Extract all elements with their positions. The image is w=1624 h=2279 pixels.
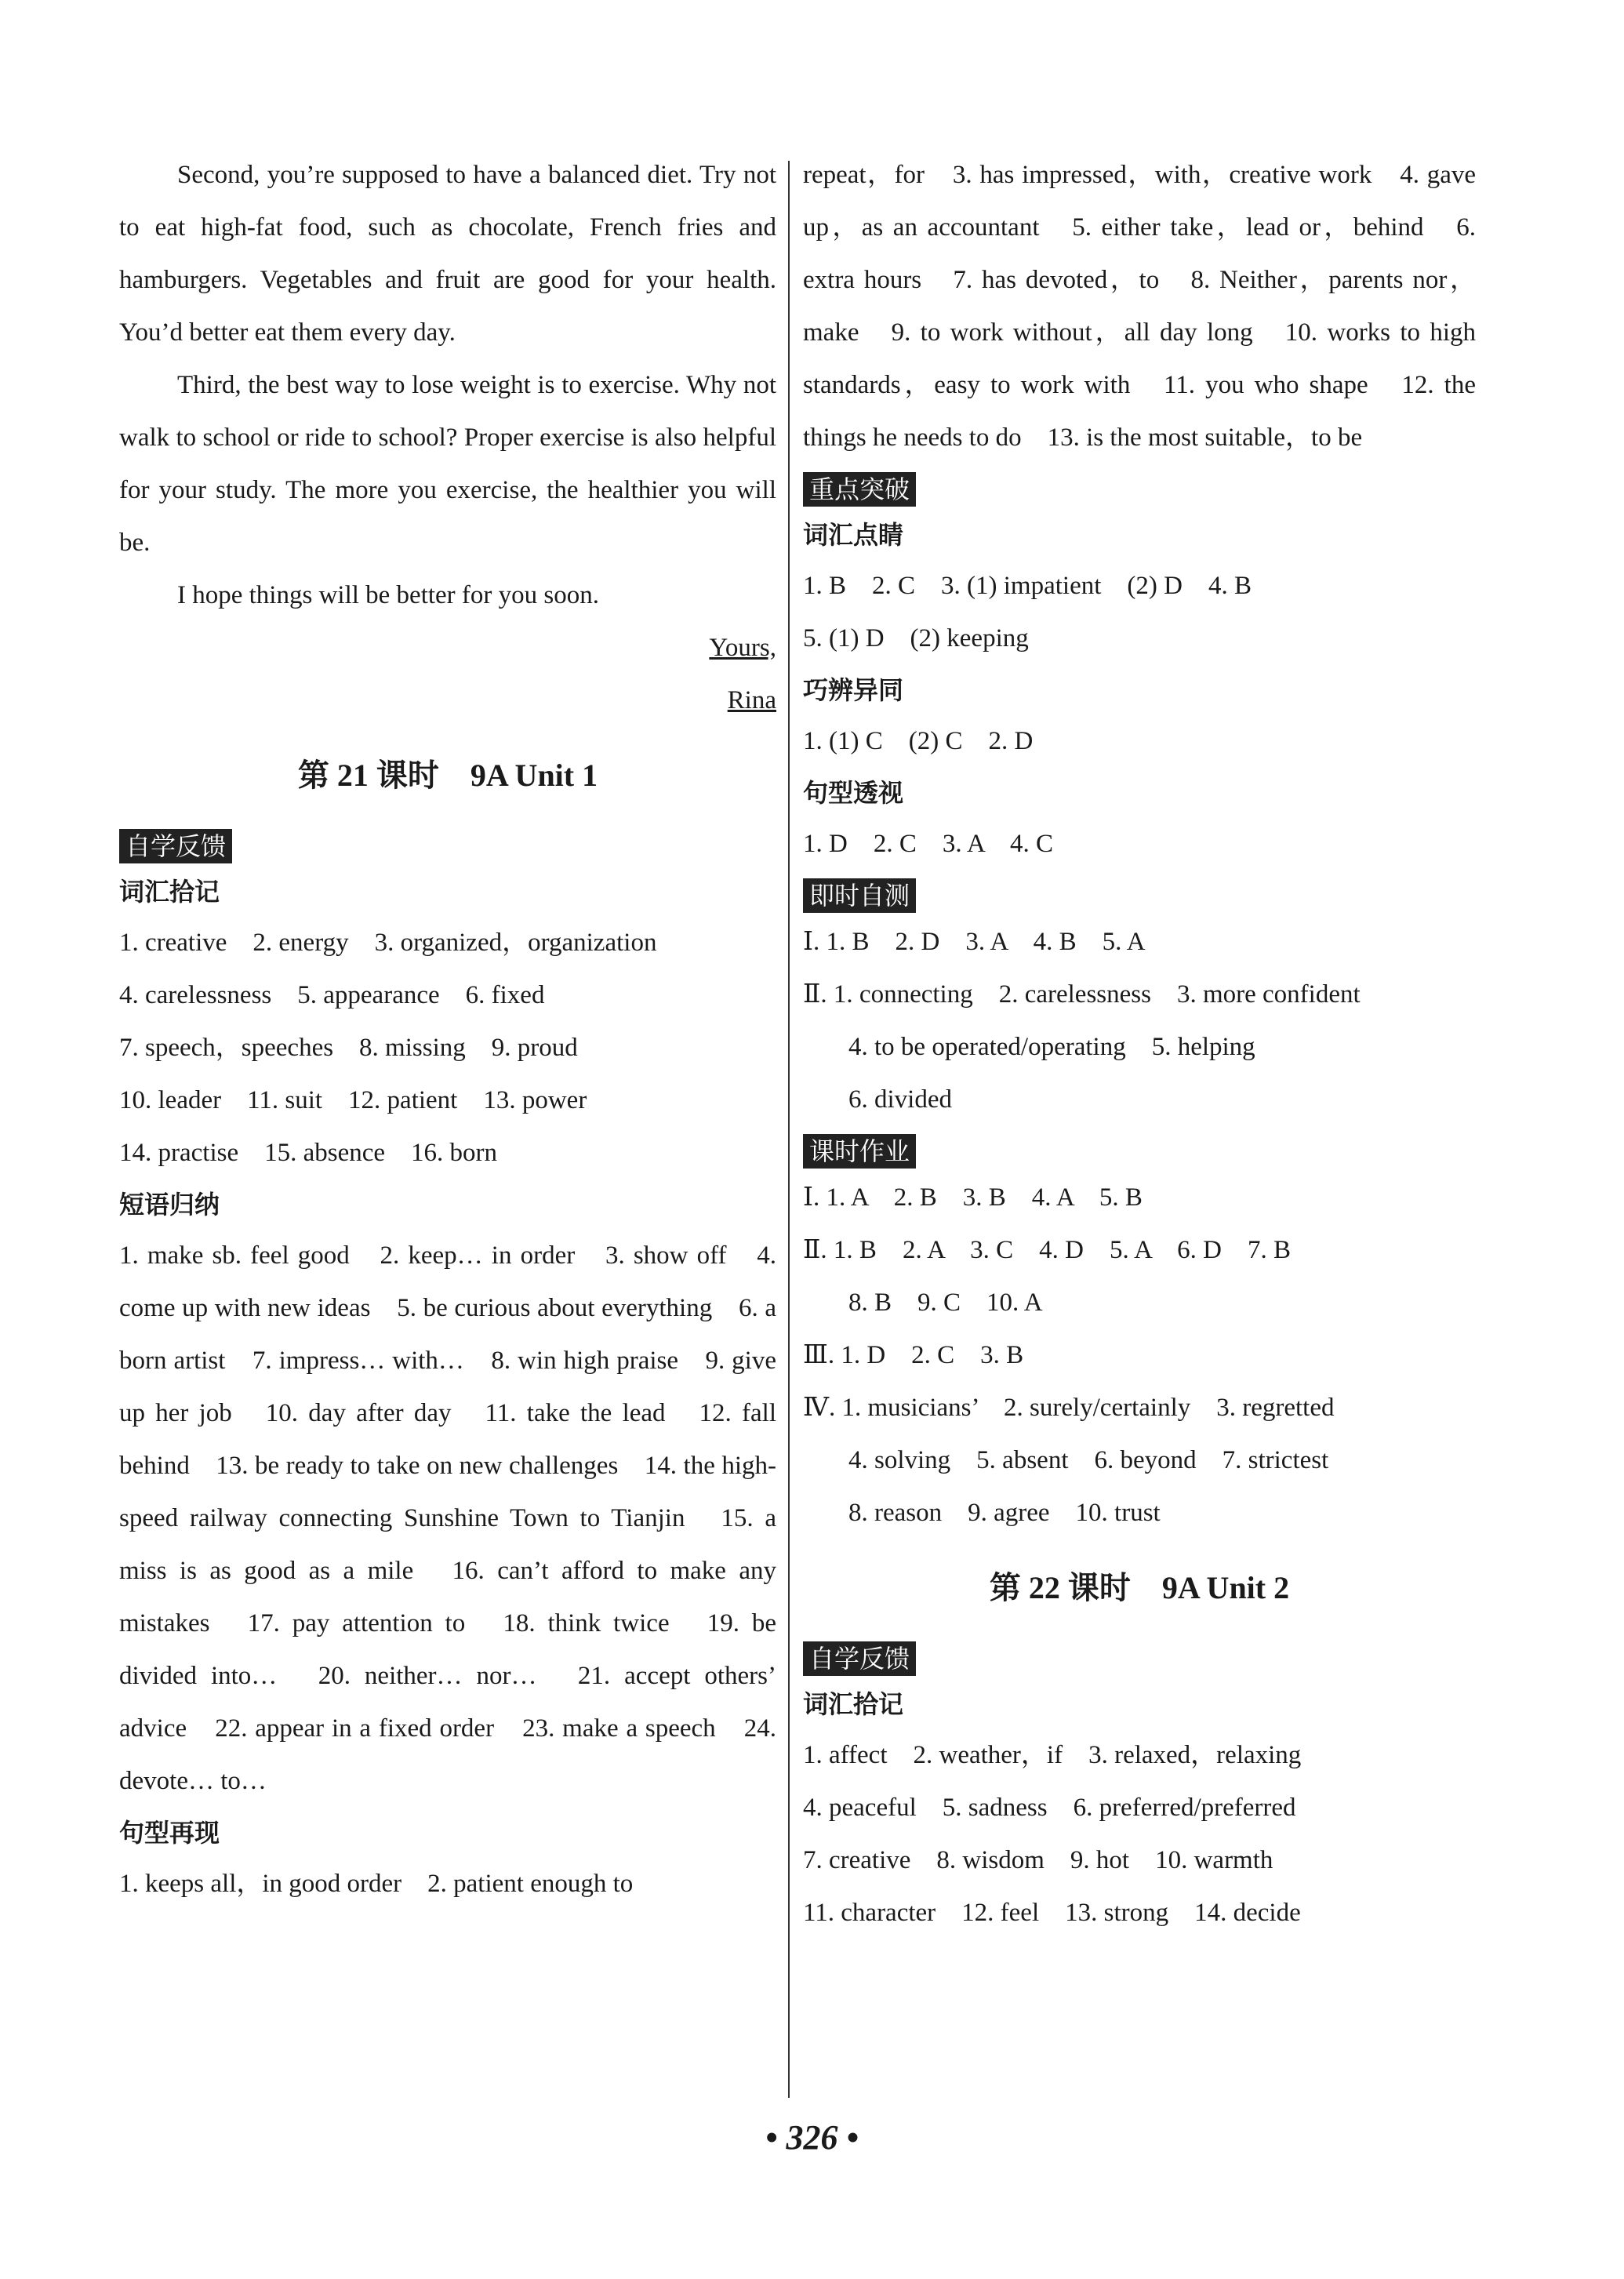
lesson21-homework-line: 8. reason 9. agree 10. trust: [848, 1499, 1161, 1527]
lesson22-title: 第 22 课时 9A Unit 2: [989, 1570, 1290, 1605]
left-column: [119, 149, 776, 1910]
lesson21-homework-badge: 课时作业: [803, 1134, 916, 1169]
lesson21-homework-line: Ⅲ. 1. D 2. C 3. B: [803, 1341, 1024, 1369]
lesson21-vocab-point-line: 5. (1) D (2) keeping: [803, 624, 1029, 652]
lesson21-pattern-text-left: 1. keeps all，in good order 2. patient enough to: [119, 1870, 634, 1898]
column-divider: [788, 161, 790, 2098]
lesson21-homework-line: 8. B 9. C 10. A: [848, 1289, 1043, 1317]
lesson22-vocab-line: 7. creative 8. wisdom 9. hot 10. warmth: [803, 1846, 1273, 1874]
letter-paragraph-hope: I hope things will be better for you soon.: [177, 581, 599, 609]
lesson22-self-feedback-badge: 自学反馈: [803, 1641, 916, 1676]
lesson21-vocab-heading: 词汇拾记: [119, 877, 220, 907]
lesson21-self-feedback-badge: 自学反馈: [119, 829, 232, 863]
lesson21-quiz-line: Ⅰ. 1. B 2. D 3. A 4. B 5. A: [803, 928, 1146, 956]
lesson21-title: 第 21 课时 9A Unit 1: [297, 758, 598, 793]
letter-closing-text: Yours,: [709, 634, 776, 662]
lesson22-vocab-line: 4. peaceful 5. sadness 6. preferred/preferred: [803, 1794, 1296, 1822]
lesson21-quiz-line: 4. to be operated/operating 5. helping: [848, 1033, 1255, 1061]
lesson21-quiz-badge: 即时自测: [803, 878, 916, 913]
lesson21-homework-line: Ⅱ. 1. B 2. A 3. C 4. D 5. A 6. D 7. B: [803, 1236, 1292, 1264]
lesson21-quiz-line: 6. divided: [848, 1085, 952, 1114]
letter-closing: [119, 622, 776, 674]
page-number: • 326 •: [765, 2118, 859, 2157]
lesson21-distinguish-line: 1. (1) C (2) C 2. D: [803, 727, 1034, 755]
lesson21-phrase-text: 1. make sb. feel good 2. keep… in order 3. show off 4. come up with new ideas 5. be curious about everything 6. a born artist 7. impress… with… 8. win high praise 9. give up her job 10. day after day 11. take the lead 12. fall behind 13. be ready to take on new challenges 14. the high-speed railway connecting Sunshine Town to Tianjin 15. a miss is as good as a mile 16. can’t afford to make any mistakes 17. pay attention to 18. think twice 19. be divided into… 20. neither… nor… 21. accept others’ advice 22. appear in a fixed order 23. make a speech 24. devote… to…: [119, 1241, 776, 1795]
lesson21-phrase-heading: 短语归纳: [119, 1190, 220, 1219]
lesson21-key-badge: 重点突破: [803, 472, 916, 507]
lesson22-vocab-line: 11. character 12. feel 13. strong 14. decide: [803, 1899, 1301, 1927]
lesson22-vocab-line: 1. affect 2. weather，if 3. relaxed，relaxing: [803, 1741, 1302, 1769]
letter-signature: [119, 674, 776, 727]
right-column: [803, 149, 1476, 1939]
letter-signature-text: Rina: [727, 686, 776, 714]
lesson21-pattern-text-right: repeat，for 3. has impressed，with，creative work 4. gave up，as an accountant 5. either take，lead or，behind 6. extra hours 7. has devoted，to 8. Neither，parents nor，make 9. to work without，all day long 10. works to high standards，easy to work with 11. you who shape 12. the things he needs to do 13. is the most suitable，to be: [803, 161, 1476, 452]
lesson21-sentence-line: 1. D 2. C 3. A 4. C: [803, 830, 1054, 858]
lesson21-vocab-point-line: 1. B 2. C 3. (1) impatient (2) D 4. B: [803, 572, 1252, 600]
letter-paragraph-second: Second, you’re supposed to have a balanced diet. Try not to eat high-fat food, such as chocolate, French fries and hamburgers. Vegetables and fruit are good for your health. You’d better eat them every day.: [119, 161, 776, 347]
lesson21-vocab-line: 14. practise 15. absence 16. born: [119, 1139, 498, 1167]
lesson22-vocab-heading: 词汇拾记: [803, 1689, 904, 1719]
lesson21-quiz-line: Ⅱ. 1. connecting 2. carelessness 3. more confident: [803, 980, 1361, 1009]
lesson21-homework-line: Ⅳ. 1. musicians’ 2. surely/certainly 3. regretted: [803, 1394, 1335, 1422]
letter-paragraph-third: Third, the best way to lose weight is to exercise. Why not walk to school or ride to school? Proper exercise is also helpful for your study. The more you exercise, the healthier you will be.: [119, 371, 776, 557]
lesson21-vocab-point-heading: 词汇点睛: [803, 520, 904, 550]
lesson21-pattern-heading: 句型再现: [119, 1818, 220, 1848]
lesson21-sentence-heading: 句型透视: [803, 778, 904, 808]
lesson21-vocab-line: 10. leader 11. suit 12. patient 13. power: [119, 1086, 587, 1114]
lesson21-distinguish-heading: 巧辨异同: [803, 675, 904, 705]
lesson21-homework-line: Ⅰ. 1. A 2. B 3. B 4. A 5. B: [803, 1183, 1143, 1212]
lesson21-vocab-line: 7. speech，speeches 8. missing 9. proud: [119, 1034, 578, 1062]
lesson21-homework-line: 4. solving 5. absent 6. beyond 7. strictest: [848, 1446, 1329, 1474]
lesson21-vocab-line: 4. carelessness 5. appearance 6. fixed: [119, 981, 545, 1009]
lesson21-vocab-line: 1. creative 2. energy 3. organized，organization: [119, 929, 657, 957]
